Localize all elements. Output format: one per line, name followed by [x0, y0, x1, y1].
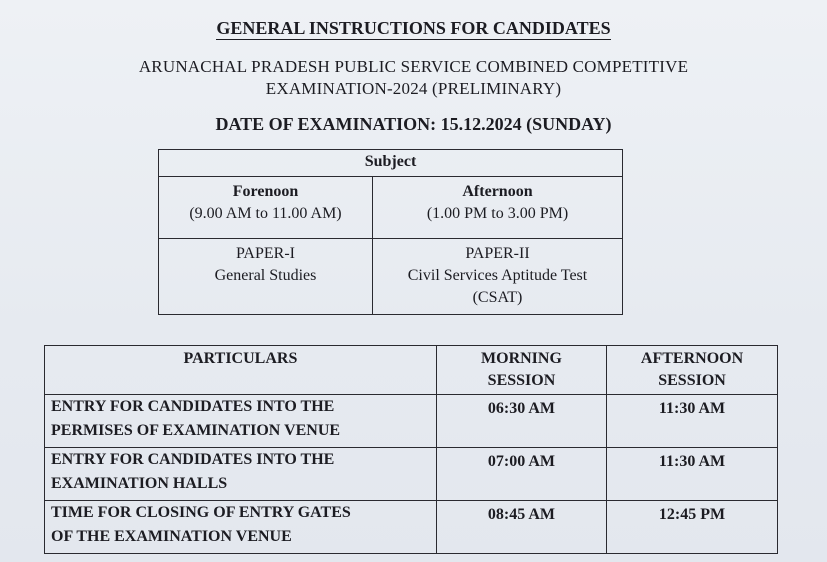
morning-time-cell: 08:45 AM	[436, 501, 606, 554]
paper-1-cell	[159, 239, 373, 315]
subject-title-cell: Subject	[159, 150, 623, 177]
exam-title	[0, 56, 827, 100]
heading-text: GENERAL INSTRUCTIONS FOR CANDIDATES	[216, 18, 611, 38]
afternoon-time: (1.00 PM to 3.00 PM)	[426, 205, 569, 222]
table-row	[45, 501, 778, 554]
morning-time-cell: 07:00 AM	[436, 448, 606, 501]
paper-1-label: PAPER-I	[236, 245, 295, 262]
afternoon-time-cell: 12:45 PM	[607, 501, 778, 554]
particular-line-1: ENTRY FOR CANDIDATES INTO THE	[51, 398, 335, 415]
paper-2-subject: Civil Services Aptitude Test	[407, 267, 588, 284]
afternoon-cell	[372, 177, 622, 239]
table-row	[45, 448, 778, 501]
particular-line-1: TIME FOR CLOSING OF ENTRY GATES	[51, 504, 351, 521]
subject-title-row	[159, 150, 623, 177]
morning-session-header	[436, 346, 606, 395]
paper-1-subject: General Studies	[214, 267, 317, 284]
afternoon-time-cell: 11:30 AM	[607, 395, 778, 448]
morning-time-cell: 06:30 AM	[436, 395, 606, 448]
particular-line-1: ENTRY FOR CANDIDATES INTO THE	[51, 451, 335, 468]
table-row	[45, 395, 778, 448]
page-heading	[0, 18, 827, 39]
afternoon-header-line-1: AFTERNOON	[640, 350, 744, 367]
morning-header-line-2: SESSION	[487, 372, 556, 389]
exam-title-line-2: EXAMINATION-2024 (PRELIMINARY)	[265, 79, 562, 98]
exam-date: DATE OF EXAMINATION: 15.12.2024 (SUNDAY)	[215, 114, 612, 134]
forenoon-cell	[159, 177, 373, 239]
forenoon-label: Forenoon	[232, 183, 299, 200]
morning-header-line-1: MORNING	[481, 350, 562, 367]
timing-header-row	[45, 346, 778, 395]
particulars-header: PARTICULARS	[45, 346, 437, 395]
session-row	[159, 177, 623, 239]
paper-row	[159, 239, 623, 315]
afternoon-label: Afternoon	[462, 183, 533, 200]
paper-2-cell	[372, 239, 622, 315]
afternoon-header-line-2: SESSION	[658, 372, 726, 389]
paper-2-abbrev: (CSAT)	[472, 289, 523, 306]
particular-cell	[45, 395, 437, 448]
particular-line-2: OF THE EXAMINATION VENUE	[51, 528, 292, 545]
particular-line-2: EXAMINATION HALLS	[51, 475, 228, 492]
timing-table	[44, 345, 778, 554]
afternoon-time-cell: 11:30 AM	[607, 448, 778, 501]
exam-title-line-1: ARUNACHAL PRADESH PUBLIC SERVICE COMBINED COMPETITIVE	[138, 57, 689, 76]
particular-line-2: PERMISES OF EXAMINATION VENUE	[51, 422, 341, 439]
afternoon-session-header	[607, 346, 778, 395]
forenoon-time: (9.00 AM to 11.00 AM)	[189, 205, 342, 222]
paper-2-label: PAPER-II	[465, 245, 530, 262]
particular-cell	[45, 448, 437, 501]
subject-table	[158, 149, 623, 315]
particular-cell	[45, 501, 437, 554]
